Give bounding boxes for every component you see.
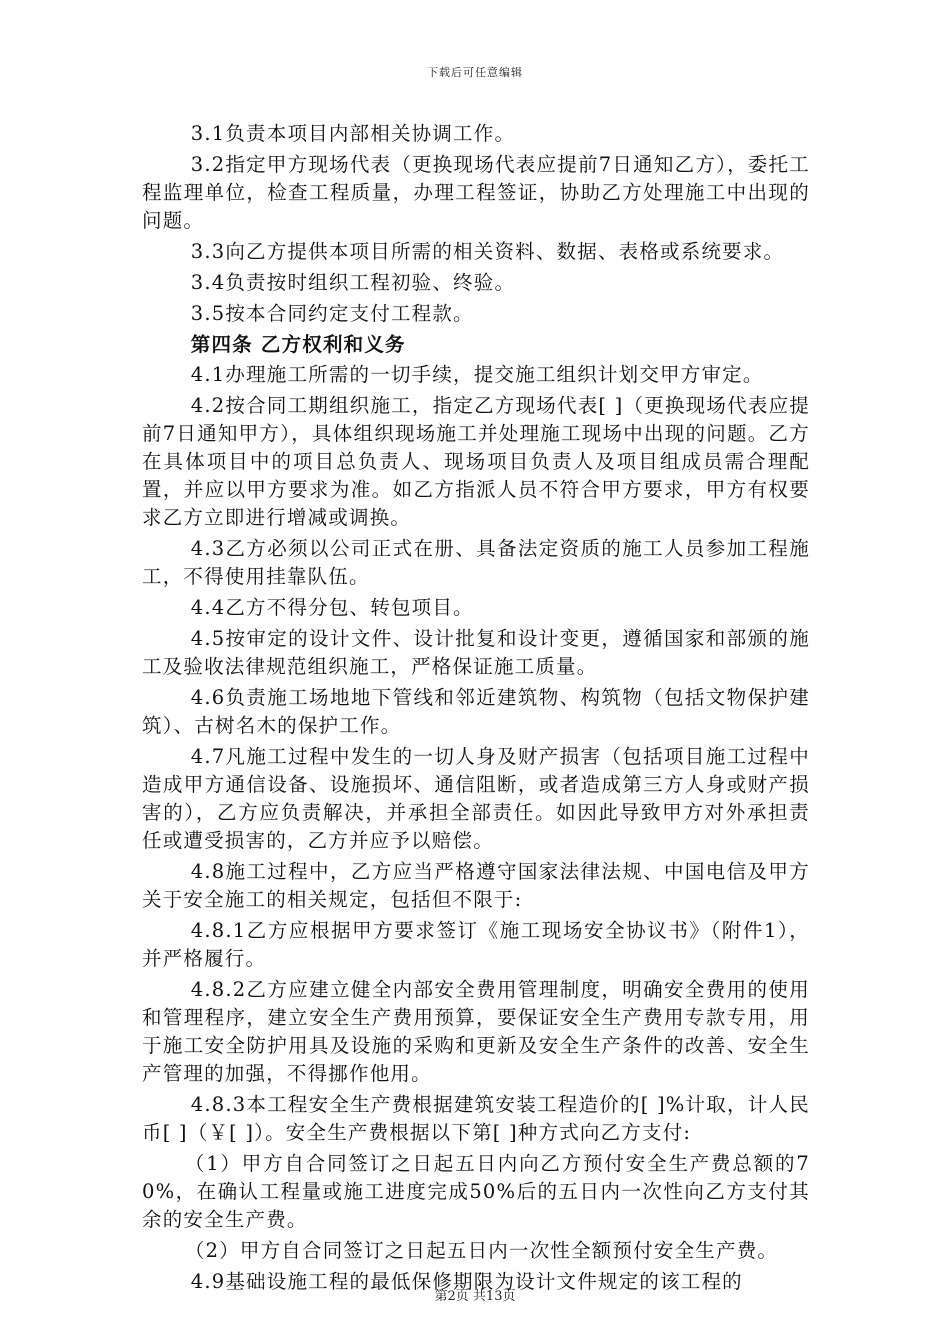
- clause-4-9: 4.9基础设施工程的最低保修期限为设计文件规定的该工程的: [190, 1270, 743, 1293]
- clause-4-4: 4.4乙方不得分包、转包项目。: [190, 596, 474, 619]
- clause-4-1: 4.1办理施工所需的一切手续，提交施工组织计划交甲方审定。: [190, 363, 764, 386]
- clause-3-2: 3.2指定甲方现场代表（更换现场代表应提前7日通知乙方），委托工程监理单位，检查工程质量，办理工程签证，协助乙方处理施工中出现的问题。: [142, 153, 810, 232]
- clause-4-8-2: 4.8.2乙方应建立健全内部安全费用管理制度，明确安全费用的使用和管理程序，建立安全生产费用预算，要保证安全生产费用专款专用，用于施工安全防护用具及设施的采购和更新及安全生产条件的改善、安全生产管理的加强，不得挪作他用。: [142, 978, 810, 1085]
- clause-3-5: 3.5按本合同约定支付工程款。: [190, 302, 474, 325]
- clause-4-8: 4.8施工过程中，乙方应当严格遵守国家法律法规、中国电信及甲方关于安全施工的相关规定，包括但不限于:: [142, 860, 810, 911]
- clause-3-3: 3.3向乙方提供本项目所需的相关资料、数据、表格或系统要求。: [190, 240, 785, 263]
- clause-4-2: 4.2按合同工期组织施工，指定乙方现场代表[ ]（更换现场代表应提前7日通知甲方），具体组织现场施工并处理施工现场中出现的问题。乙方在具体项目中的项目总负责人、现场项目负责人及项目组成员需合理配置，并应以甲方要求为准。如乙方指派人员不符合甲方要求，甲方有权要求乙方立即进行增减或调换。: [142, 394, 810, 529]
- clause-4-8-1: 4.8.1乙方应根据甲方要求签订《施工现场安全协议书》（附件1），并严格履行。: [142, 919, 810, 970]
- clause-4-3: 4.3乙方必须以公司正式在册、具备法定资质的施工人员参加工程施工，不得使用挂靠队伍。: [142, 537, 810, 588]
- article-4-heading: 第四条 乙方权利和义务: [190, 333, 406, 356]
- payment-option-1: （1）甲方自合同签订之日起五日内向乙方预付安全生产费总额的70%，在确认工程量或施工进度完成50%后的五日内一次性向乙方支付其余的安全生产费。: [142, 1152, 810, 1231]
- clause-4-8-3: 4.8.3本工程安全生产费根据建筑安装工程造价的[ ]%计取，计人民币[ ]（￥[ ]）。安全生产费根据以下第[ ]种方式向乙方支付:: [142, 1093, 810, 1144]
- document-body: [142, 120, 810, 1299]
- page-footer-number: 第2页 共13页: [434, 1289, 516, 1304]
- clause-4-5: 4.5按审定的设计文件、设计批复和设计变更，遵循国家和部颁的施工及验收法律规范组织施工，严格保证施工质量。: [142, 627, 810, 678]
- clause-4-7: 4.7凡施工过程中发生的一切人身及财产损害（包括项目施工过程中造成甲方通信设备、设施损坏、通信阻断，或者造成第三方人身或财产损害的），乙方应负责解决，并承担全部责任。如因此导致甲方对外承担责任或遭受损害的，乙方并应予以赔偿。: [142, 745, 810, 852]
- clause-3-1: 3.1负责本项目内部相关协调工作。: [190, 122, 516, 145]
- page-header-note: 下载后可任意编辑: [427, 66, 523, 79]
- clause-3-4: 3.4负责按时组织工程初验、终验。: [190, 271, 516, 294]
- clause-4-6: 4.6负责施工场地地下管线和邻近建筑物、构筑物（包括文物保护建筑）、古树名木的保护工作。: [142, 686, 810, 737]
- payment-option-2: （2）甲方自合同签订之日起五日内一次性全额预付安全生产费。: [184, 1239, 779, 1262]
